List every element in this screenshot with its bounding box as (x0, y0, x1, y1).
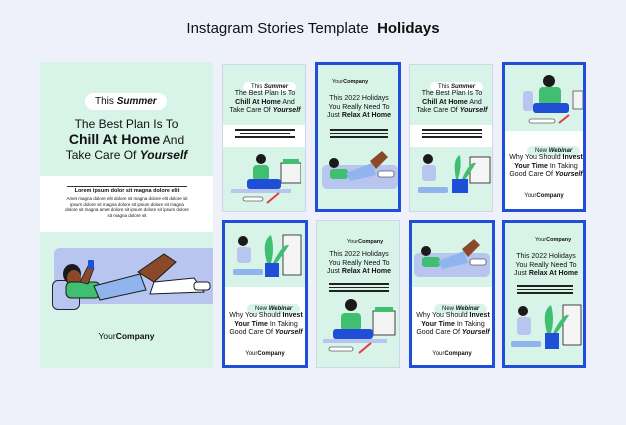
page-title (0, 20, 626, 37)
headline (414, 312, 492, 338)
main-lorem-title: Lorem ipsum dolor sit magna dolore elit (74, 188, 180, 194)
placeholder-lines (330, 127, 388, 140)
headline-line1: This 2022 Holidays (329, 95, 389, 102)
headline (225, 90, 305, 116)
headline-line2-rest: In Taking (269, 320, 298, 328)
pill-italic: Summer (451, 84, 476, 90)
pill-prefix: This (251, 84, 263, 90)
headline-line1: This 2022 Holidays (516, 253, 576, 260)
laptop-person-illustration (509, 71, 585, 131)
headline-and: And (282, 98, 295, 106)
headline-line2-bold: Your Time (514, 162, 548, 170)
pill-italic: Summer (264, 84, 289, 90)
story-card-summer-1[interactable] (222, 64, 306, 212)
pill-prefix: New (442, 306, 455, 312)
company-bold: Company (444, 351, 472, 357)
headline-bold: Chill At Home (422, 98, 468, 106)
page-title-bold: Holidays (377, 20, 440, 37)
main-headline-italic: Yourself (139, 148, 188, 162)
main-pill-prefix: This (95, 96, 114, 107)
headline-line2-bold: Your Time (421, 320, 455, 328)
plant-person-illustration (412, 149, 492, 209)
headline-line3-italic: Yourself (554, 171, 583, 178)
headline-and: And (469, 98, 482, 106)
headline-line3-pre: Good Care Of (416, 329, 460, 336)
headline (319, 251, 399, 277)
headline-line1: This 2022 Holidays (329, 251, 389, 258)
company-label (535, 237, 571, 243)
placeholder-lines (329, 281, 389, 294)
headline-line2-rest: In Taking (549, 162, 578, 170)
pill-prefix: New (255, 306, 268, 312)
headline-line1-pre: Why You Should (229, 312, 281, 319)
page-title-prefix: Instagram Stories Template (186, 20, 369, 37)
headline-italic: Yourself (272, 107, 301, 114)
headline-line2: You Really Need To (328, 103, 390, 111)
company-label (412, 351, 492, 357)
company-label (505, 193, 583, 199)
headline-line3-pre: Good Care Of (229, 329, 273, 336)
headline-line1-bold: Invest (562, 154, 583, 161)
company-label (347, 239, 383, 245)
main-lorem-body: Amet magna dolore elit dolore sit magna dolore elit dolore sit ipsum dolore sit magna dolore sit ipsum dolore sit magna dolore sit magna amet dolore sit ipsum dolore sit ipsum dolore sit magna dolore sit (65, 196, 189, 218)
main-headline (40, 117, 213, 163)
pill-prefix: New (535, 148, 548, 154)
headline-line1-bold: Invest (469, 312, 490, 319)
company-prefix: Your (332, 79, 344, 85)
headline-line1: The Best Plan Is To (234, 90, 296, 97)
headline-line3-italic: Yourself (274, 329, 303, 336)
company-prefix: Your (535, 237, 547, 243)
headline (507, 154, 585, 180)
company-bold: Company (536, 193, 564, 199)
headline-italic: Yourself (459, 107, 488, 114)
headline-bold: Relax At Home (341, 268, 391, 275)
company-label (332, 79, 368, 85)
company-bold: Company (257, 351, 285, 357)
headline-line3-italic: Yourself (461, 329, 490, 336)
main-company (40, 331, 213, 341)
headline-line2-bold: Your Time (234, 320, 268, 328)
lying-person-illustration (54, 238, 213, 333)
headline-bold: Relax At Home (341, 112, 391, 119)
main-headline-line1: The Best Plan Is To (74, 117, 179, 131)
headline-line3-pre: Just (514, 270, 527, 277)
lying-person-illustration (320, 145, 400, 205)
headline-line1-bold: Invest (282, 312, 303, 319)
headline-line2: You Really Need To (515, 261, 577, 269)
company-prefix: Your (347, 239, 359, 245)
headline (227, 312, 305, 338)
main-headline-bold: Chill At Home (68, 131, 161, 147)
headline (412, 90, 492, 116)
company-bold: Company (343, 79, 369, 85)
story-card-webinar-3[interactable] (409, 220, 495, 368)
main-headline-line2-rest: And (162, 133, 185, 147)
plant-person-illustration (227, 229, 303, 287)
company-bold: Company (546, 237, 572, 243)
headline-line1: The Best Plan Is To (421, 90, 483, 97)
main-story-card[interactable] (40, 62, 213, 368)
main-divider (67, 186, 187, 187)
headline-line1-pre: Why You Should (416, 312, 468, 319)
company-prefix: Your (524, 193, 537, 199)
headline-line3: Take Care Of (229, 107, 271, 114)
company-prefix: Your (245, 351, 258, 357)
headline-line3-pre: Good Care Of (509, 171, 553, 178)
story-card-summer-2[interactable] (409, 64, 493, 212)
pill-italic: Webinar (268, 306, 293, 312)
placeholder-lines (517, 283, 573, 296)
headline-line3: Take Care Of (416, 107, 458, 114)
headline-line3-pre: Just (327, 268, 340, 275)
headline (320, 95, 398, 121)
person-laptop-illustration (231, 149, 301, 209)
pill-prefix: This (438, 84, 450, 90)
headline-line3-pre: Just (327, 112, 340, 119)
headline-line1-pre: Why You Should (509, 154, 561, 161)
company-label (225, 351, 305, 357)
pill-italic: Webinar (455, 306, 480, 312)
headline-line2: You Really Need To (328, 259, 390, 267)
pill-italic: Webinar (548, 148, 573, 154)
main-company-prefix: Your (98, 331, 116, 341)
headline-bold: Relax At Home (528, 270, 578, 277)
company-bold: Company (358, 239, 384, 245)
story-card-holidays-2[interactable] (316, 220, 400, 368)
story-card-holidays-1[interactable] (315, 62, 401, 212)
main-headline-line3: Take Care Of (65, 148, 137, 162)
person-laptop-illustration (321, 295, 397, 361)
main-pill (85, 91, 167, 110)
story-card-webinar-1[interactable] (502, 62, 586, 212)
headline (507, 253, 585, 279)
headline-bold: Chill At Home (235, 98, 281, 106)
placeholder-lines (235, 127, 295, 140)
placeholder-lines (422, 127, 482, 140)
main-pill-italic: Summer (116, 96, 157, 107)
story-card-holidays-3[interactable] (502, 220, 586, 368)
main-company-bold: Company (115, 331, 155, 341)
lying-person-illustration (412, 231, 492, 287)
plant-person-illustration (507, 295, 583, 363)
headline-line2-rest: In Taking (456, 320, 485, 328)
story-card-webinar-2[interactable] (222, 220, 308, 368)
company-prefix: Your (432, 351, 445, 357)
